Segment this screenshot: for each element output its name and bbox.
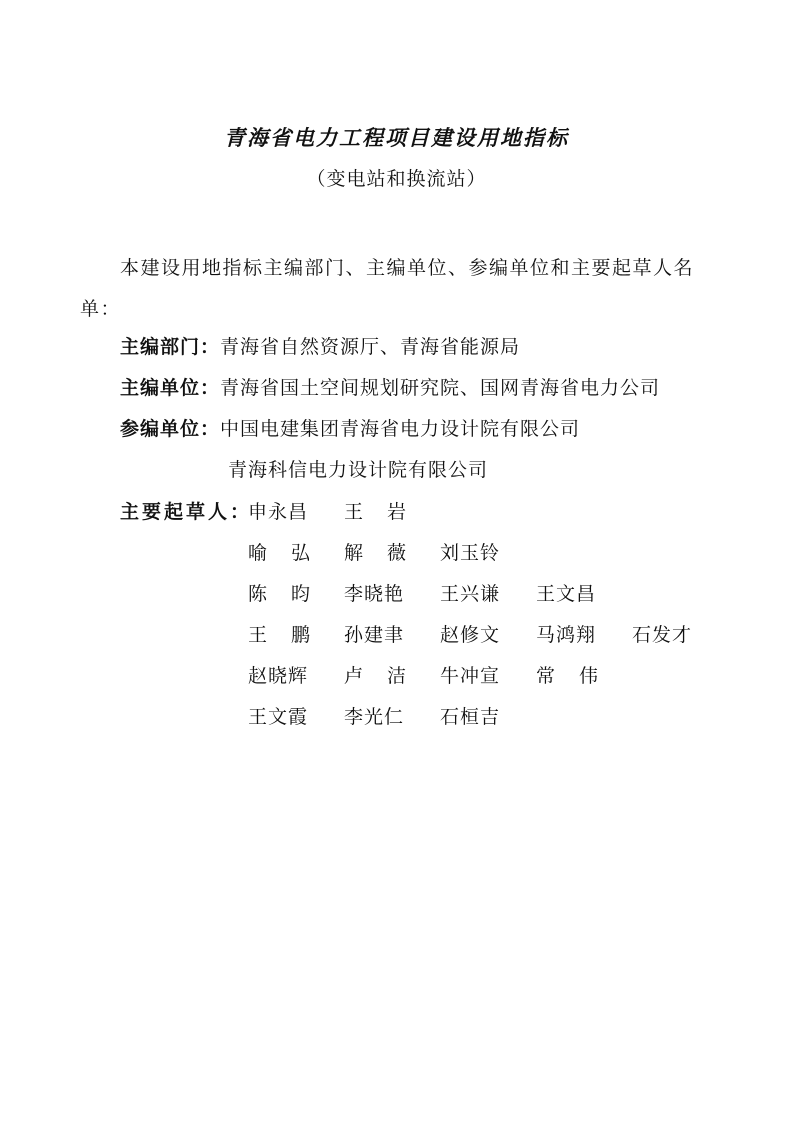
- drafter-name: 王兴谦: [440, 583, 501, 605]
- drafter-name: 赵修文: [440, 624, 501, 646]
- drafter-name: 孙建聿: [344, 624, 405, 646]
- drafter-name: 王岩: [344, 501, 431, 523]
- drafter-name: 陈昀: [248, 583, 335, 605]
- participating-unit-row: [120, 415, 580, 443]
- drafter-name: 石发才: [632, 624, 693, 646]
- drafters-label: 主要起草人：: [120, 501, 253, 523]
- drafter-name: 解薇: [344, 542, 431, 564]
- participating-unit-row-2: [228, 456, 488, 484]
- drafter-name: 赵晓辉: [248, 665, 309, 687]
- drafter-name: 王文霞: [248, 706, 309, 728]
- drafter-name: 李光仁: [344, 706, 405, 728]
- drafter-name: 喻弘: [248, 542, 335, 564]
- participating-unit-value: 中国电建集团青海省电力设计院有限公司: [220, 418, 581, 440]
- drafter-name: 牛冲宣: [440, 665, 501, 687]
- participating-unit-label: 参编单位：: [120, 418, 221, 440]
- drafter-name: 刘玉铃: [440, 542, 501, 564]
- chief-department-row: [120, 333, 520, 361]
- chief-unit-label: 主编单位：: [120, 377, 221, 399]
- drafter-name: 王文昌: [536, 583, 597, 605]
- chief-department-label: 主编部门：: [120, 336, 221, 358]
- drafter-name: 王鹏: [248, 624, 335, 646]
- drafter-name: 卢洁: [344, 665, 431, 687]
- drafter-name: 马鸿翔: [536, 624, 597, 646]
- document-title: 青海省电力工程项目建设用地指标: [224, 125, 569, 150]
- chief-unit-value: 青海省国土空间规划研究院、国网青海省电力公司: [220, 377, 661, 399]
- document-subtitle: （变电站和换流站）: [306, 168, 487, 190]
- chief-unit-row: [120, 374, 660, 402]
- drafter-name: 常伟: [536, 665, 623, 687]
- chief-department-value: 青海省自然资源厅、青海省能源局: [220, 336, 521, 358]
- drafter-name: 石桓吉: [440, 706, 501, 728]
- drafter-name: 申永昌: [248, 501, 309, 523]
- drafter-name: 李晓艳: [344, 583, 405, 605]
- participating-unit-value-2: 青海科信电力设计院有限公司: [228, 459, 489, 481]
- intro-paragraph: 本建设用地指标主编部门、主编单位、参编单位和主要起草人名单：: [80, 257, 695, 320]
